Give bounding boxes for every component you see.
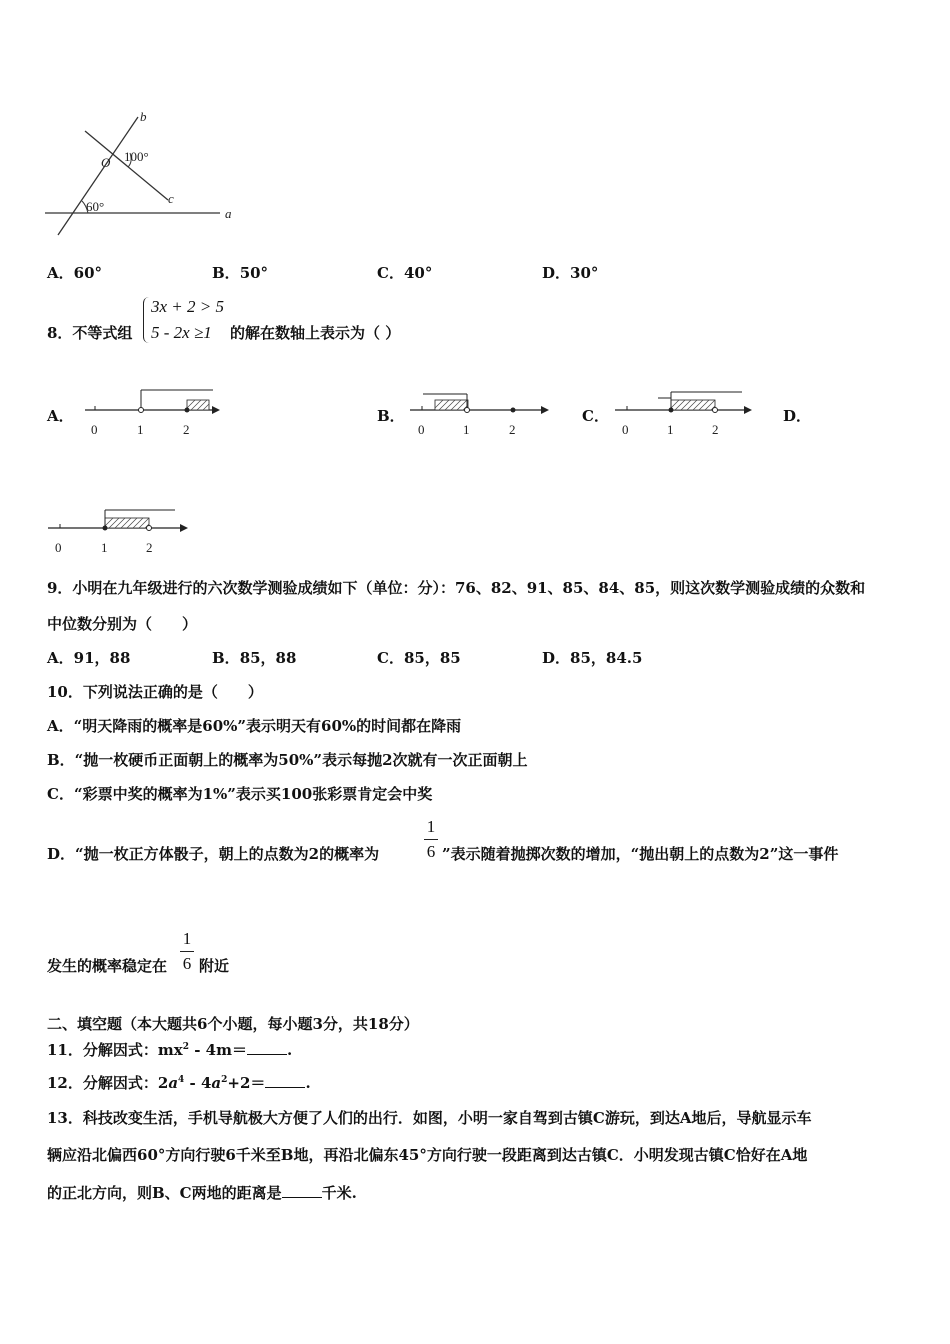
q12-sup1: 4 [178,1075,185,1085]
q10-option-d-line2: 发生的概率稳定在 [47,957,168,975]
tick-label-2: 2 [183,422,190,437]
option-text: 85，84.5 [570,649,643,667]
option-letter: B． [212,264,240,282]
tick-label-1: 1 [667,422,674,437]
q9-option-a[interactable] [47,647,130,668]
tick-label-2: 2 [509,422,516,437]
option-letter: A． [47,264,74,282]
tick-label-2: 2 [712,422,719,437]
q10-option-d-line2-tail: 附近 [199,957,230,975]
tick-label-1: 1 [463,422,470,437]
q11-post: - 4m＝ [188,1041,247,1059]
q10-fraction-2 [180,929,194,974]
label-a: a [225,206,232,221]
tick-label-2: 2 [146,540,153,555]
number-line-c[interactable] [610,384,760,440]
q10-option-d-pre[interactable]: D．“抛一枚正方体骰子，朝上的点数为2的概率为 [47,845,380,863]
inequality-1: 3x + 2 > 5 [151,297,224,316]
tick-label-0: 0 [418,422,425,437]
fraction-bar [424,839,438,840]
inequality-2: 5 - 2x ≥1 [151,323,212,342]
q8-number: 8．不等式组 [47,324,133,342]
q10-option-d-post: ”表示随着抛掷次数的增加，“抛出朝上的点数为2”这一事件 [442,845,839,863]
option-letter: B． [212,649,240,667]
q13-line-1: 13．科技改变生活，手机导航极大方便了人们的出行．如图，小明一家自驾到古镇C游玩，到达A地后，导航显示车 [47,1109,812,1127]
q9-option-b[interactable] [212,647,296,668]
q10-option-c[interactable]: C．“彩票中奖的概率为1%”表示买100张彩票肯定会中奖 [47,785,433,803]
tick-label-1: 1 [137,422,144,437]
open-point-1 [465,408,470,413]
option-text: 50° [239,264,269,282]
q11-sup: 2 [182,1042,189,1052]
open-point-1 [139,408,144,413]
solid-point-2 [511,408,516,413]
q12-pre: 12．分解因式：2 [47,1074,169,1092]
q9-option-d[interactable] [542,647,642,668]
label-60: 60° [86,199,105,214]
option-letter: D． [542,264,571,282]
fraction-bar [180,951,194,952]
q7-option-b[interactable] [212,262,268,283]
q8-option-a-label[interactable]: A． [47,407,74,425]
option-text: 40° [403,264,433,282]
q13-line-3 [47,1182,357,1203]
option-letter: D． [542,649,571,667]
q11-answer-blank[interactable] [247,1042,287,1055]
q8-option-b-label[interactable]: B． [377,407,405,425]
q8-inequality-system [143,297,227,345]
arrow [744,406,752,414]
label-o: O [101,155,111,170]
option-text: 91，88 [73,649,131,667]
label-100: 100° [124,149,149,164]
fraction-numerator: 1 [182,929,192,948]
arrow [180,524,188,532]
q11-end: . [286,1041,293,1059]
q10-stem: 10．下列说法正确的是（ ） [47,683,263,701]
q9-line-2: 中位数分别为（ ） [47,615,198,633]
option-text: 85，85 [403,649,461,667]
arrow [212,406,220,414]
label-c: c [168,191,174,206]
option-text: 30° [570,264,599,282]
option-letter: A． [47,649,74,667]
q7-angle-figure [40,105,250,240]
option-letter: C． [377,264,404,282]
q8-option-c-label[interactable]: C． [582,407,609,425]
arrow [541,406,549,414]
fraction-denominator: 6 [182,954,192,973]
q10-fraction-1 [424,817,438,862]
option-text: 60° [73,264,103,282]
line-c [85,131,168,200]
tick-label-0: 0 [55,540,62,555]
q8-tail: 的解在数轴上表示为（ ） [230,324,401,342]
q12-post: +2＝ [227,1074,266,1092]
number-line-d[interactable] [44,502,194,558]
q7-option-c[interactable] [377,262,432,283]
section-2-title: 二、填空题（本大题共6个小题，每小题3分，共18分） [47,1015,419,1033]
q7-option-a[interactable] [47,262,102,283]
line-b [58,117,138,235]
q12-sup2: 2 [221,1075,228,1085]
q9-option-c[interactable] [377,647,461,668]
q10-option-a[interactable]: A．“明天降雨的概率是60%”表示明天有60%的时间都在降雨 [47,717,462,735]
q13-line-3-post: 千米. [321,1184,357,1202]
option-letter: C． [377,649,404,667]
q12-mid: - 4 [184,1074,212,1092]
q13-line-2: 辆应沿北偏西60°方向行驶6千米至B地，再沿北偏东45°方向行驶一段距离到达古镇C．小明发现古镇C恰好在A地 [47,1146,808,1164]
solid-point-2 [185,408,190,413]
fraction-numerator: 1 [426,817,436,836]
shaded-region [435,400,468,410]
open-point-2 [713,408,718,413]
q13-answer-blank[interactable] [282,1185,322,1198]
fraction-denominator: 6 [426,842,436,861]
q11 [47,1039,292,1060]
solid-point-1 [669,408,674,413]
number-line-a[interactable] [80,384,230,440]
tick-label-0: 0 [91,422,98,437]
q12-end: . [305,1074,311,1092]
q10-option-b[interactable]: B．“抛一枚硬币正面朝上的概率为50%”表示每抛2次就有一次正面朝上 [47,751,528,769]
q7-option-d[interactable] [542,262,598,283]
tick-label-0: 0 [622,422,629,437]
q12-var-a1: a [168,1074,179,1092]
q8-option-d-label[interactable]: D． [783,407,812,425]
q11-pre: 11．分解因式：mx [47,1041,183,1059]
system-brace [143,297,150,343]
open-point-2 [147,526,152,531]
q12-var-a2: a [211,1074,222,1092]
q9-line-1: 9．小明在九年级进行的六次数学测验成绩如下（单位：分）：76、82、91、85、84、85，则这次数学测验成绩的众数和 [47,579,866,597]
q13-line-3-pre: 的正北方向，则B、C两地的距离是 [47,1184,282,1202]
q12 [47,1072,311,1093]
q12-answer-blank[interactable] [265,1075,305,1088]
option-text: 85，88 [239,649,297,667]
solid-point-1 [103,526,108,531]
label-b: b [140,109,147,124]
number-line-b[interactable] [405,384,555,440]
tick-label-1: 1 [101,540,108,555]
